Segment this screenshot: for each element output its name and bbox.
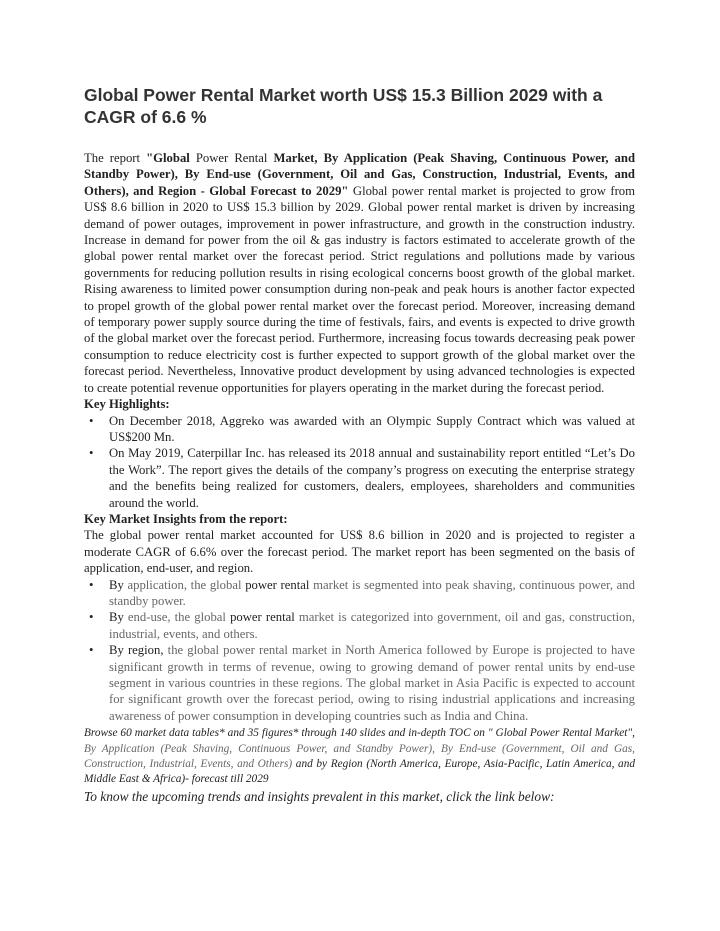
report-title-rest: By Application (Peak Shaving, Continuous Power, and Standby Power), By End-use (Government, Oil and Gas, Construction, Industrial, Events, and Others), and Region - Global Forecast to 2029" bbox=[84, 151, 635, 198]
highlights-list bbox=[84, 413, 635, 511]
insight-text: market is segmented into peak shaving, continuous power, and standby power. bbox=[109, 577, 635, 608]
bullet-icon: • bbox=[89, 413, 94, 428]
intro-text-4: market over the forecast period. Moreover, increasing demand of temporary power supply source during the time of festivals, fairs, and events is expected to drive growth of the global market over the forecast period. Furthermore, increasing focus towards decreasing peak power consumption to reduce electricity cost is further expected to support growth of the global market over the forecast period. Nevertheless, Innovative product development by using advanced technologies is expected to create potential revenue opportunities for players operating in the market during the forecast period. bbox=[84, 298, 635, 395]
intro-text-3: market over the forecast period. Strict regulations and pollutions made by various governments for reducing pollution results in rising ecological concerns boost growth of the global market. Rising awareness to limited power consumption during non-peak and peak hours is another factor expected to propel growth of the global bbox=[84, 249, 635, 313]
browse-part-2: By Application (Peak Shaving, Continuous Power, and Standby Power), By End-use (Government, Oil and Gas, Construction, Industrial, Events, and Others) bbox=[84, 742, 635, 770]
insight-text: end-use, the global bbox=[123, 610, 231, 625]
bullet-icon: • bbox=[89, 577, 94, 592]
report-title-bold-2: Market, bbox=[273, 151, 318, 165]
list-item bbox=[84, 413, 635, 446]
browse-part-1: Browse 60 market data tables* and 35 figures* through 140 slides and in-depth TOC on " Global Power Rental Market", bbox=[84, 727, 635, 740]
insight-text: market is categorized into government, oil and gas, construction, industrial, events, and others. bbox=[109, 610, 635, 641]
browse-part-3: and by Region (North America, Europe, Asia-Pacific, Latin America, and Middle East & Africa)- forecast till 2029 bbox=[84, 757, 636, 786]
insights-list bbox=[84, 577, 635, 725]
intro-paragraph bbox=[84, 150, 635, 396]
list-item bbox=[84, 445, 635, 511]
report-title-bold-1: "Global bbox=[146, 151, 190, 165]
insights-paragraph: The global power rental market accounted for US$ 8.6 billion in 2020 and is projected to register a moderate CAGR of 6.6% over the forecast period. The market report has been segmented on the basis of application, end-user, and region. bbox=[84, 528, 635, 576]
bullet-icon: • bbox=[89, 446, 94, 461]
power-rental-link-2[interactable]: power rental bbox=[244, 298, 309, 313]
power-rental-link-4[interactable]: power rental bbox=[230, 610, 295, 625]
report-title-plain-1: Power Rental bbox=[189, 151, 274, 165]
list-item bbox=[84, 609, 635, 642]
power-rental-link-3[interactable]: power rental bbox=[245, 577, 310, 592]
key-highlights-heading: Key Highlights: bbox=[84, 397, 170, 412]
insight-lead: By bbox=[109, 610, 124, 625]
intro-lead: The report bbox=[84, 151, 147, 165]
highlight-text: On December 2018, Aggreko was awarded with an Olympic Supply Contract which was valued at US$200 Mn. bbox=[109, 413, 635, 444]
bullet-icon: • bbox=[89, 643, 94, 658]
page-title: Global Power Rental Market worth US$ 15.3 Billion 2029 with a CAGR of 6.6 % bbox=[84, 85, 603, 127]
power-rental-link-1[interactable]: power rental bbox=[121, 249, 188, 264]
insight-text: application, the global bbox=[123, 577, 246, 592]
intro-text-1: Global power rental market is projected to grow from US$ 8.6 billion in 2020 to US$ 15.3 billion by 2029. Global power rental market is driven by bbox=[84, 183, 636, 215]
insight-text: the global power rental market in North America followed by Europe is projected to have significant growth in terms of revenue, owing to growing demand of power rental units by end-use segment in various countries in these regions. The global market in Asia Pacific is expected to account for significant growth over the forecast period, owing to rising industrial applications and increasing awareness of power consumption in developing countries such as India and China. bbox=[109, 643, 635, 723]
insight-lead: By bbox=[109, 577, 124, 592]
list-item bbox=[84, 642, 635, 724]
article-body bbox=[84, 150, 635, 805]
intro-text-2: increasing demand of power outages, improvement in power infrastructure, and growth in the construction industry. Increase in demand for power from the oil & gas industry is factors estimated to accelerate growth of the global bbox=[84, 200, 635, 264]
cta-text: To know the upcoming trends and insights prevalent in this market, click the link below: bbox=[84, 789, 555, 805]
browse-note bbox=[84, 726, 635, 787]
list-item bbox=[84, 577, 635, 610]
bullet-icon: • bbox=[89, 610, 94, 625]
highlight-text: On May 2019, Caterpillar Inc. has released its 2018 annual and sustainability report entitled “Let’s Do the Work”. The report gives the details of the company’s progress on executing the enterprise strategy and the benefits being realized for customers, dealers, employees, shareholders and communities around the world. bbox=[109, 446, 635, 510]
key-insights-heading: Key Market Insights from the report: bbox=[84, 511, 288, 526]
insight-lead: By region, bbox=[109, 643, 164, 658]
